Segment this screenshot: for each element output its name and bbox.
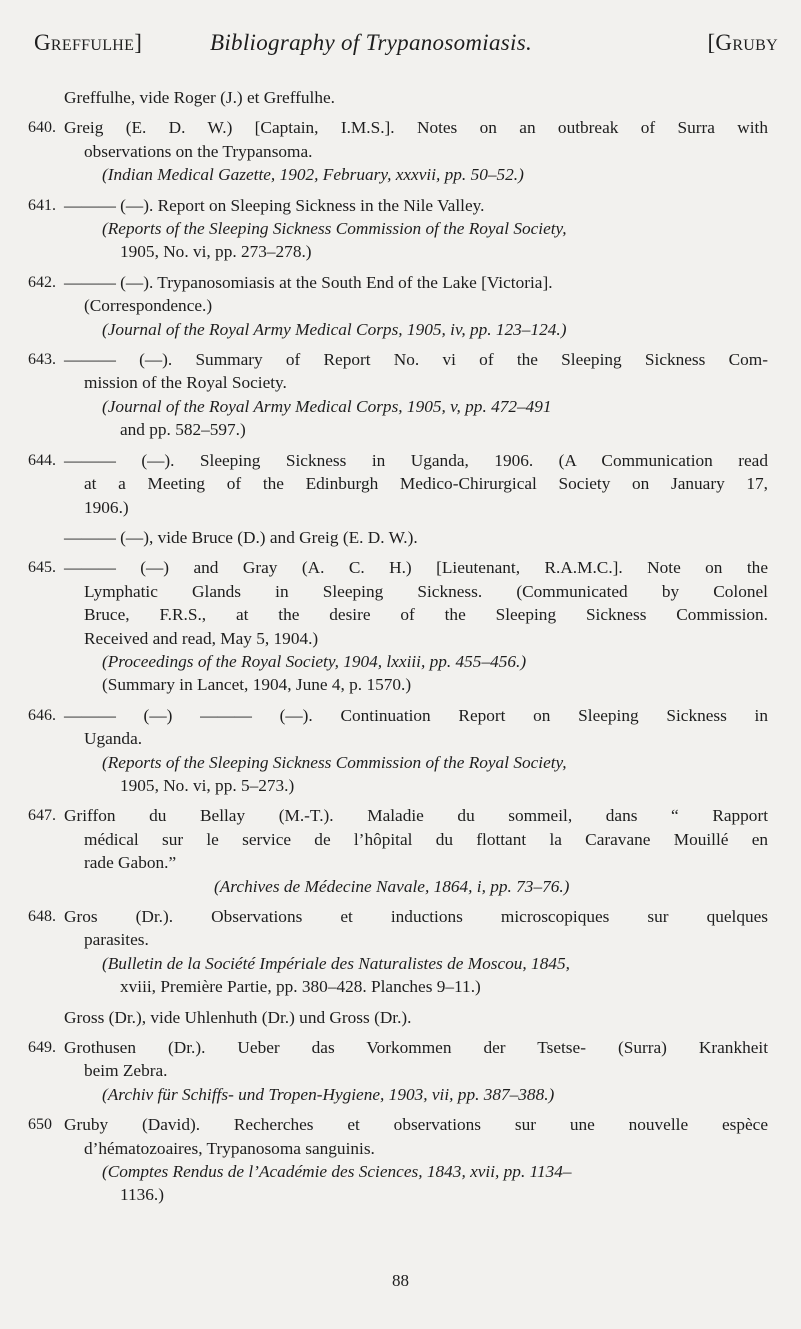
entry-649 — [28, 1036, 768, 1106]
entry-line: Lymphatic Glands in Sleeping Sickness. (Communicated by Colonel — [84, 581, 768, 601]
entry-644 — [28, 449, 768, 519]
bibliography-entries — [28, 86, 768, 1214]
entry-number: 647. — [28, 807, 56, 825]
entry-line: d’hématozoaires, Trypanosoma sanguinis. — [84, 1138, 375, 1158]
entry-source: (Indian Medical Gazette, 1902, February, xxxvii, pp. 50–52.) — [102, 165, 524, 185]
entry-646 — [28, 704, 768, 798]
entry-line: Greig (E. D. W.) [Captain, I.M.S.]. Notes on an outbreak of Surra with — [64, 118, 768, 138]
entry-source: 1905, No. vi, pp. 273–278.) — [120, 242, 312, 262]
entry-line: ——— (—) and Gray (A. C. H.) [Lieutenant, R.A.M.C.]. Note on the — [64, 558, 768, 578]
entry-647 — [28, 804, 768, 898]
header-title: Bibliography of Trypanosomiasis. — [210, 30, 533, 55]
entry-source: (Journal of the Royal Army Medical Corps, 1905, v, pp. 472–491 — [102, 396, 552, 416]
header-right: [Gruby — [707, 30, 778, 55]
entry-source: (Archiv für Schiffs- und Tropen-Hygiene, 1903, vii, pp. 387–388.) — [102, 1084, 555, 1104]
entry-source: and pp. 582–597.) — [120, 420, 246, 440]
entry-645 — [28, 556, 768, 696]
entry-cross-reference — [28, 1006, 768, 1029]
entry-number: 650 — [28, 1116, 52, 1134]
entry-number: 649. — [28, 1039, 56, 1057]
entry-line: observations on the Trypansoma. — [84, 141, 313, 161]
entry-line: ——— (—). Trypanosomiasis at the South End of the Lake [Victoria]. — [64, 272, 553, 292]
entry-line: beim Zebra. — [84, 1061, 168, 1081]
entry-line: (Correspondence.) — [84, 296, 213, 316]
entry-641 — [28, 194, 768, 264]
entry-source: (Archives de Médecine Navale, 1864, i, pp. 73–76.) — [214, 876, 570, 896]
entry-line: ——— (—). Report on Sleeping Sickness in the Nile Valley. — [64, 195, 485, 215]
page-number: 88 — [392, 1271, 409, 1290]
entry-line: médical sur le service de l’hôpital du flottant la Caravane Mouillé en — [84, 829, 768, 849]
entry-line: Grothusen (Dr.). Ueber das Vorkommen der Tsetse- (Surra) Krankheit — [64, 1038, 768, 1058]
entry-number: 643. — [28, 351, 56, 369]
entry-number: 644. — [28, 451, 56, 469]
entry-650 — [28, 1113, 768, 1207]
entry-line: Gross (Dr.), vide Uhlenhuth (Dr.) und Gross (Dr.). — [64, 1007, 412, 1027]
entry-number: 648. — [28, 908, 56, 925]
entry-line: parasites. — [84, 930, 149, 950]
entry-line: Received and read, May 5, 1904.) — [84, 628, 319, 648]
entry-line: ——— (—) ——— (—). Continuation Report on Sleeping Sickness in — [64, 705, 768, 725]
entry-number: 645. — [28, 559, 56, 577]
entry-line: Gruby (David). Recherches et observations sur une nouvelle espèce — [64, 1115, 768, 1135]
entry-cross-reference — [28, 86, 768, 109]
entry-643 — [28, 348, 768, 442]
entry-640 — [28, 116, 768, 186]
entry-648 — [28, 905, 768, 999]
entry-source: (Comptes Rendus de l’Académie des Sciences, 1843, xvii, pp. 1134– — [102, 1162, 572, 1182]
entry-line: ——— (—), vide Bruce (D.) and Greig (E. D. W.). — [64, 527, 418, 547]
entry-642 — [28, 271, 768, 341]
entry-line: Gros (Dr.). Observations et inductions microscopiques sur quelques — [64, 907, 768, 926]
entry-line: at a Meeting of the Edinburgh Medico-Chirurgical Society on January 17, — [84, 474, 768, 494]
entry-source: xviii, Première Partie, pp. 380–428. Planches 9–11.) — [120, 977, 481, 997]
entry-line: ——— (—). Summary of Report No. vi of the Sleeping Sickness Com- — [64, 350, 768, 370]
entry-number: 641. — [28, 196, 56, 214]
entry-source: (Summary in Lancet, 1904, June 4, p. 1570.) — [102, 675, 412, 695]
entry-number: 640. — [28, 119, 56, 137]
entry-line: Greffulhe, vide Roger (J.) et Greffulhe. — [64, 88, 335, 107]
entry-line: Bruce, F.R.S., at the desire of the Sleeping Sickness Commission. — [84, 605, 768, 625]
entry-line: 1906.) — [84, 497, 129, 517]
entry-source: 1905, No. vi, pp. 5–273.) — [120, 775, 295, 795]
entry-number: 642. — [28, 273, 56, 291]
entry-source: (Reports of the Sleeping Sickness Commission of the Royal Society, — [102, 752, 567, 772]
entry-source: (Reports of the Sleeping Sickness Commission of the Royal Society, — [102, 219, 567, 239]
entry-source: (Bulletin de la Société Impériale des Naturalistes de Moscou, 1845, — [102, 953, 570, 973]
entry-line: mission of the Royal Society. — [84, 373, 287, 393]
entry-source: 1136.) — [120, 1185, 164, 1205]
entry-line: Griffon du Bellay (M.-T.). Maladie du sommeil, dans “ Rapport — [64, 806, 768, 826]
entry-source: (Journal of the Royal Army Medical Corps, 1905, iv, pp. 123–124.) — [102, 319, 567, 339]
entry-source: (Proceedings of the Royal Society, 1904, lxxiii, pp. 455–456.) — [102, 651, 527, 671]
entry-number: 646. — [28, 706, 56, 724]
entry-line: Uganda. — [84, 729, 143, 749]
entry-cross-reference — [28, 526, 768, 549]
entry-line: rade Gabon.” — [84, 853, 177, 873]
entry-line: ——— (—). Sleeping Sickness in Uganda, 1906. (A Communication read — [64, 450, 768, 470]
header-left: Greffulhe] — [34, 30, 143, 55]
